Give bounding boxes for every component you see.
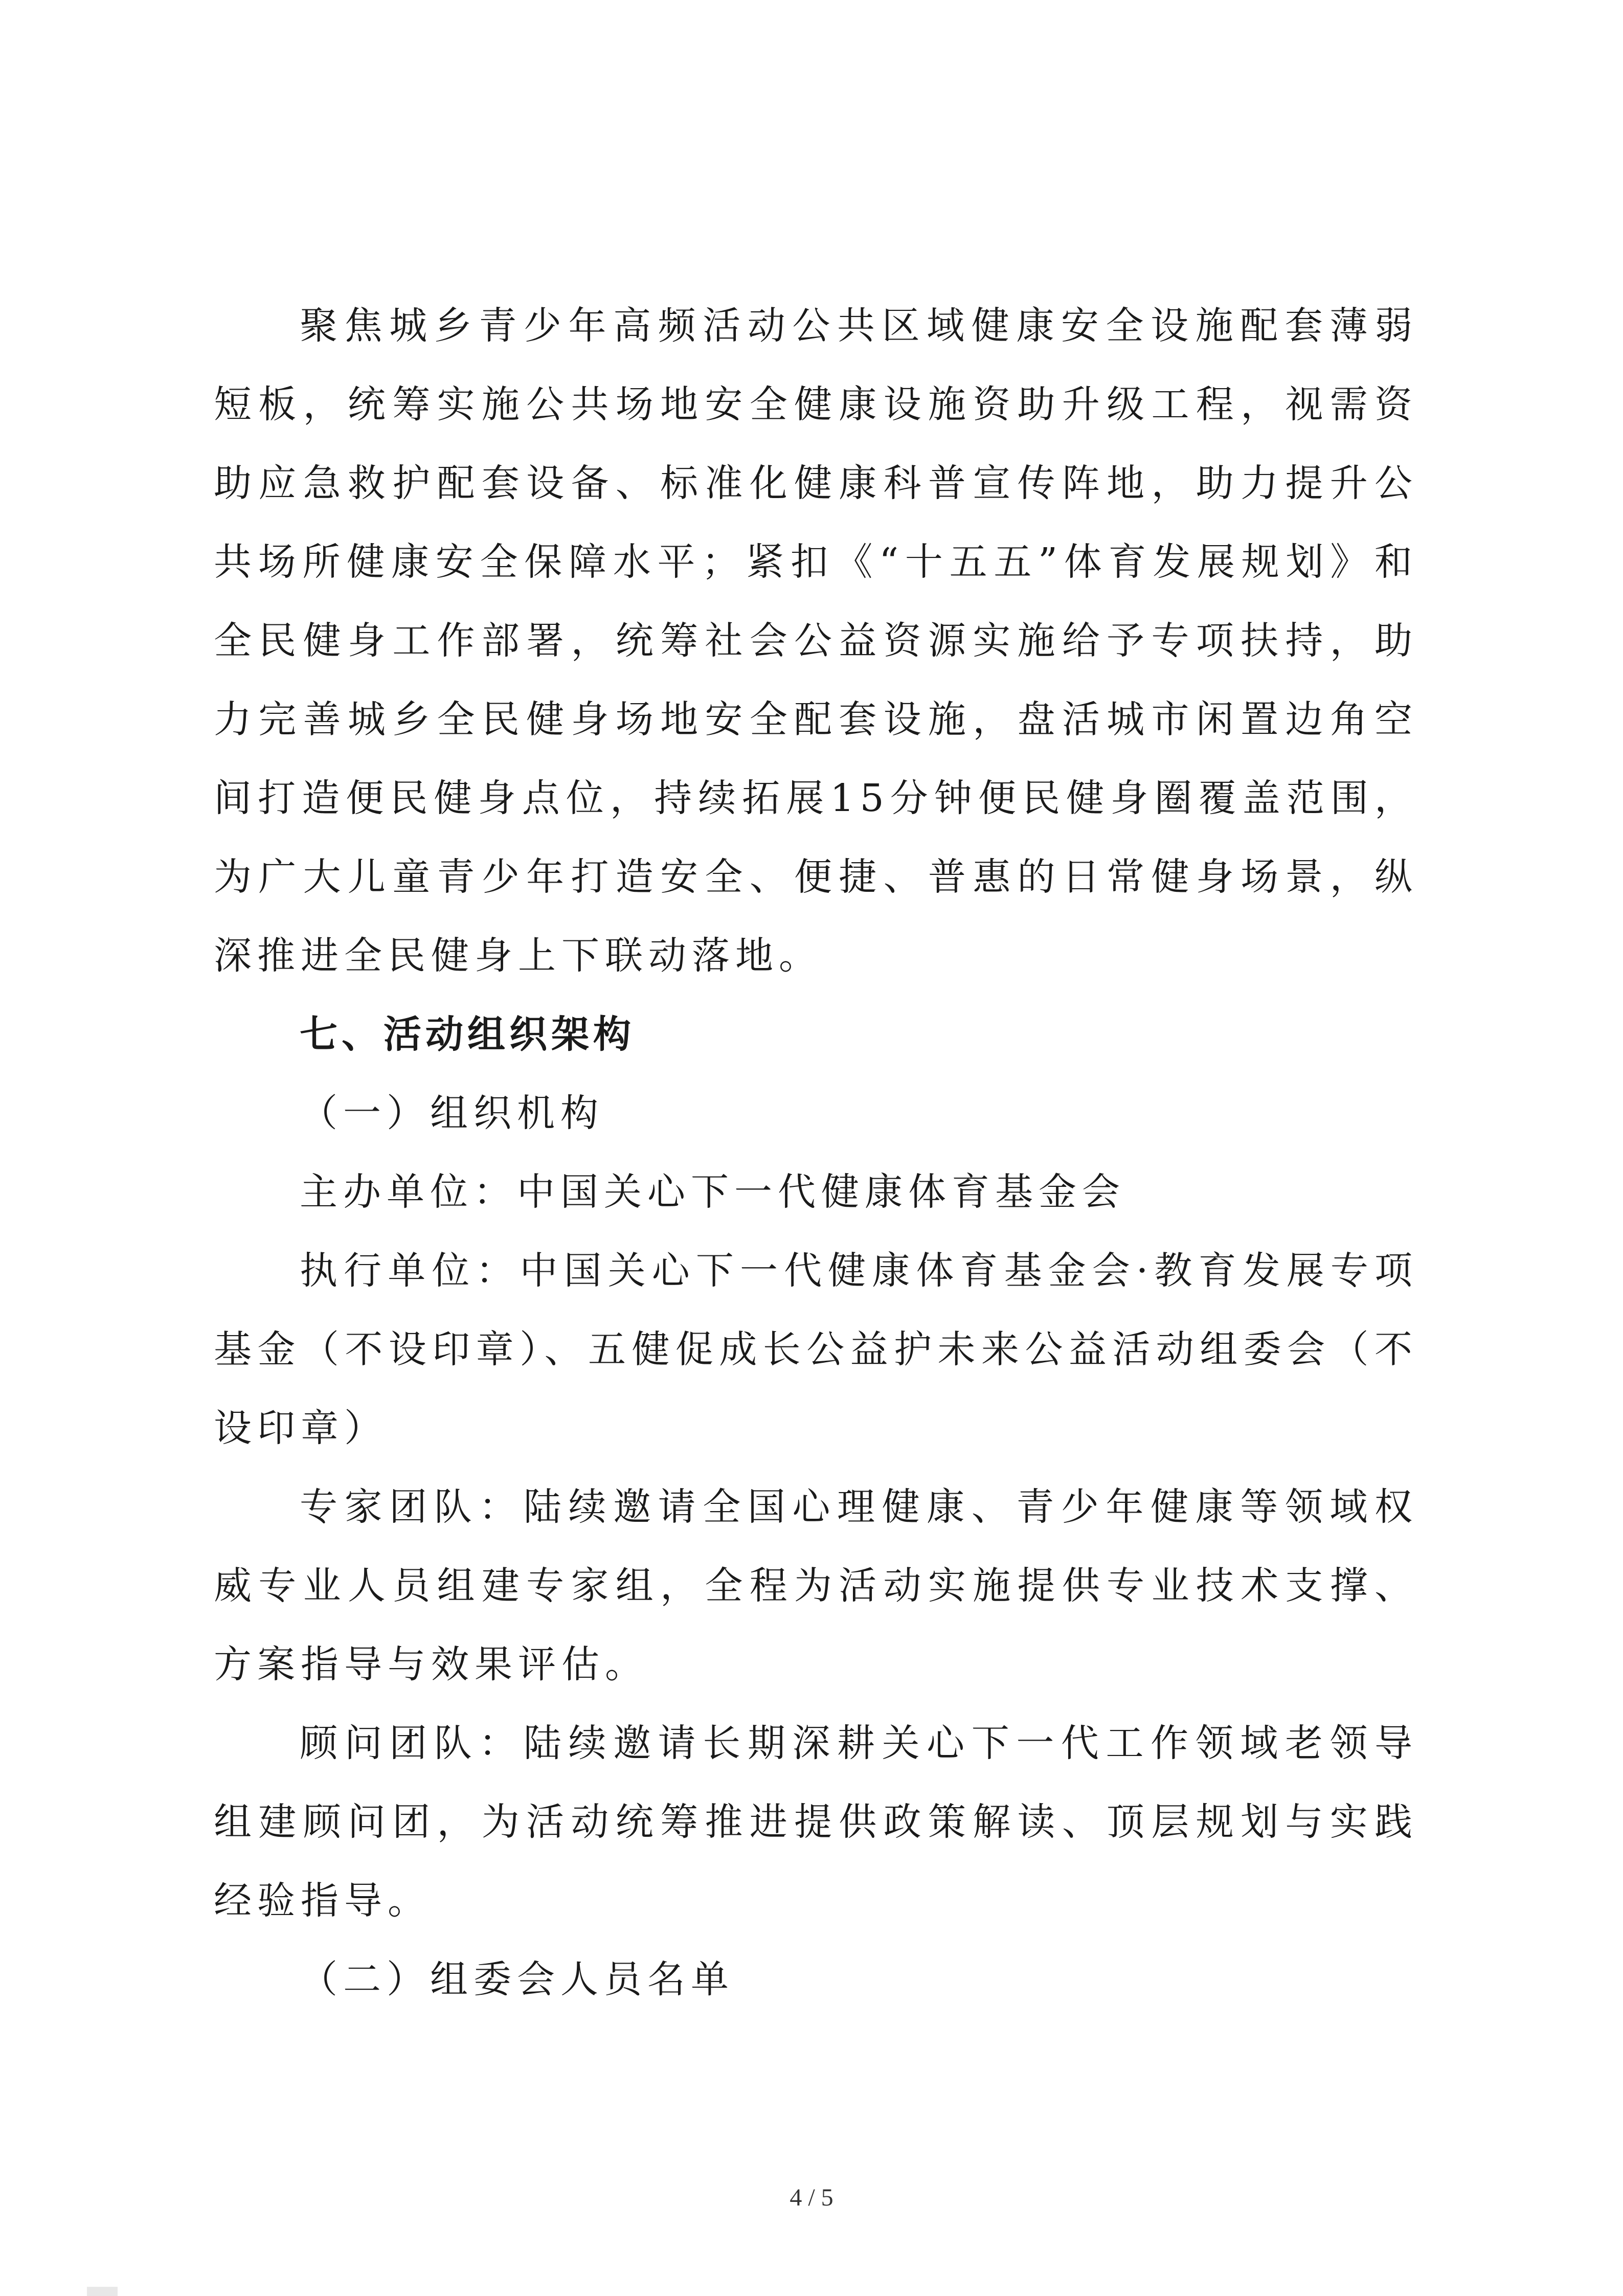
expert-team-paragraph: 专家团队：陆续邀请全国心理健康、青少年健康等领域权威专业人员组建专家组，全程为活动实施提供专业技术支撑、方案指导与效果评估。 xyxy=(214,1485,1418,1686)
subsection-heading-committee-list: （二）组委会人员名单 xyxy=(300,1957,734,2001)
section-heading-organization: 七、活动组织架构 xyxy=(300,1012,635,1056)
subsection-heading-organizations: （一）组织机构 xyxy=(300,1091,604,1135)
page-number: 4 / 5 xyxy=(790,2184,833,2211)
host-unit-paragraph: 主办单位：中国关心下一代健康体育基金会 xyxy=(300,1170,1125,1214)
document-body xyxy=(214,286,1418,2019)
advisor-team-paragraph: 顾问团队：陆续邀请长期深耕关心下一代工作领域老领导组建顾问团，为活动统筹推进提供政策解读、顶层规划与实践经验指导。 xyxy=(214,1721,1418,1923)
scan-artifact xyxy=(87,2287,118,2296)
body-paragraph-facilities: 聚焦城乡青少年高频活动公共区域健康安全设施配套薄弱短板，统筹实施公共场地安全健康设施资助升级工程，视需资助应急救护配套设备、标准化健康科普宣传阵地，助力提升公共场所健康安全保障水平；紧扣《“十五五”体育发展规划》和全民健身工作部署，统筹社会公益资源实施给予专项扶持，助力完善城乡全民健身场地安全配套设施，盘活城市闲置边角空间打造便民健身点位，持续拓展15分钟便民健身圈覆盖范围，为广大儿童青少年打造安全、便捷、普惠的日常健身场景，纵深推进全民健身上下联动落地。 xyxy=(214,304,1418,978)
executive-unit-paragraph: 执行单位：中国关心下一代健康体育基金会·教育发展专项基金（不设印章）、五健促成长公益护未来公益活动组委会（不设印章） xyxy=(214,1249,1418,1450)
